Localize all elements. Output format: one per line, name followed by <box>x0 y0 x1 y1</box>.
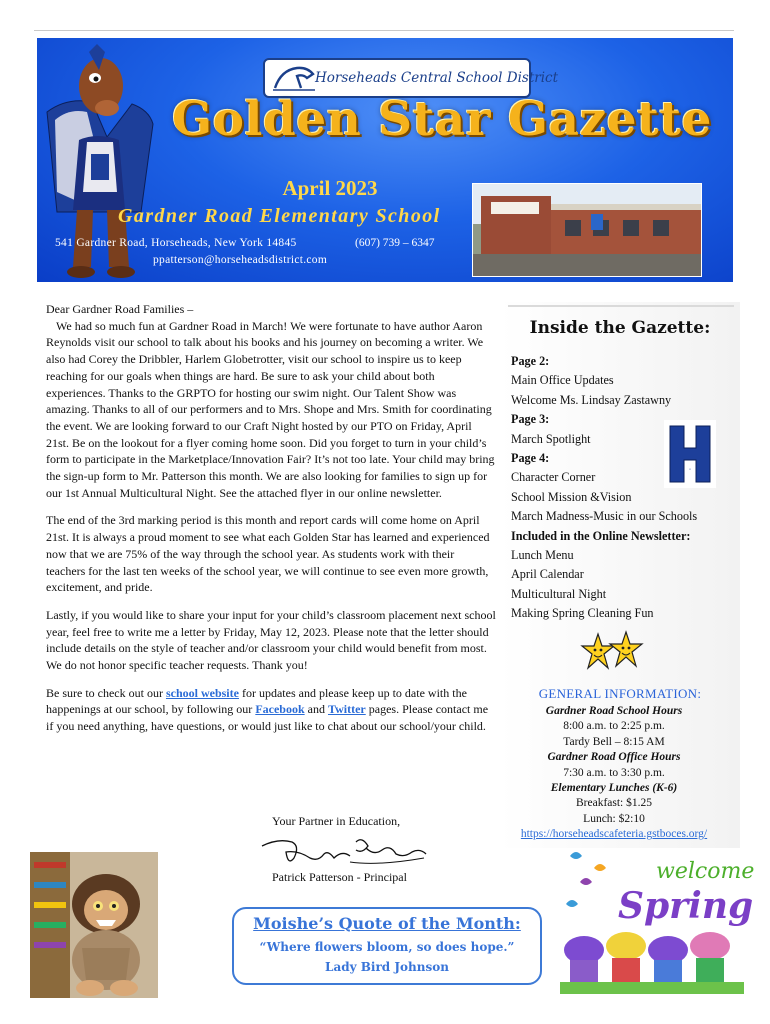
quote-text: “Where flowers bloom, so does hope.” <box>259 940 515 954</box>
toc-item: Main Office Updates <box>511 373 614 388</box>
school-name: Gardner Road Elementary School <box>118 205 441 227</box>
letter-paragraph-links <box>46 685 496 735</box>
school-hours: 8:00 a.m. to 2:25 p.m. <box>563 720 665 733</box>
breakfast-price: Breakfast: $1.25 <box>575 797 652 810</box>
tardy-bell: Tardy Bell – 8:15 AM <box>563 735 665 748</box>
toc-item: March Madness-Music in our Schools <box>511 509 698 524</box>
toc-item: Making Spring Cleaning Fun <box>511 606 654 621</box>
principal-email: ppatterson@horseheadsdistrict.com <box>153 254 328 266</box>
principal-letter <box>46 301 496 746</box>
toc-item: Included in the Online Newsletter: <box>511 528 691 543</box>
office-hours-title: Gardner Road Office Hours <box>547 751 681 764</box>
inside-gazette-title: Inside the Gazette: <box>529 318 711 338</box>
letter-text: Be sure to check out our <box>46 685 166 700</box>
spring-welcome-text: welcome <box>656 859 755 884</box>
horse-head-logo-icon <box>271 64 317 94</box>
letter-closing: Your Partner in Education, <box>272 814 401 828</box>
letter-salutation: Dear Gardner Road Families – <box>46 302 194 316</box>
wild-thing-costume-photo <box>30 852 158 998</box>
lunch-title: Elementary Lunches (K-6) <box>550 782 678 795</box>
school-phone: (607) 739 – 6347 <box>355 237 435 249</box>
letter-paragraph: Lastly, if you would like to share your input for your child’s classroom placement next school year, feel free to write me a letter by Friday, May 12, 2023. Please note that the letter should include details on the style of teacher and/or classroom your child would benefit from most. We do not honor specific teacher requests. Thank you! <box>46 607 496 673</box>
toc-item: Page 3: <box>511 412 550 427</box>
cafeteria-link[interactable]: https://horseheadscafeteria.gstboces.org/ <box>520 828 708 841</box>
top-divider <box>34 30 734 31</box>
letter-text: for updates and please keep up to date with the happenings at our school, by following our <box>46 685 467 717</box>
school-address: 541 Gardner Road, Horseheads, New York 14845 <box>55 237 297 249</box>
toc-item: Lunch Menu <box>511 548 574 563</box>
issue-date: April 2023 <box>282 176 378 200</box>
cartoon-stars-image <box>582 628 646 678</box>
letter-paragraph: We had so much fun at Gardner Road in March! We were fortunate to have author Aaron Reynolds visit our school to talk about his books and his journey on becoming a writer. We also had Corey the Dribbler, Harlem Globetrotter, visit our school to inspire us to keep reaching for our goals when things are hard. Be sure to ask your child about both experiences. Thanks to the GRPTO for hosting our swim night. Our Talent Show was amazing. Thanks to all of our performers and to Mrs. Shope and Mrs. Smith for coordinating the event. We are looking forward to our Craft Night hosted by our PTO on Friday, April 21st. Be on the lookout for a flyer coming home soon. Did you forget to turn in your child’s form to participate in the Marketplace/Innovation Fair? It’s not too late. Your child may bring the sign-up form to Mr. Patterson this month. We are also looking for families to sign up for our 1st Annual Multicultural Night. See the attached flyer in our online newsletter. <box>46 318 495 500</box>
facebook-link[interactable]: Facebook <box>255 702 305 717</box>
letter-text: pages. Please contact me if you need anything, have questions, or would just like to chat about our school/your child. <box>46 702 489 734</box>
horseheads-h-logo <box>664 420 716 488</box>
newsletter-title: Golden Star Gazette <box>172 92 712 147</box>
toc-item: Welcome Ms. Lindsay Zastawny <box>511 392 672 407</box>
toc-item: April Calendar <box>511 567 584 582</box>
general-info-block <box>500 704 728 843</box>
quote-title: Moishe’s Quote of the Month: <box>253 914 521 933</box>
sidebar-divider <box>508 305 734 307</box>
quote-author: Lady Bird Johnson <box>325 960 449 974</box>
lunch-price: Lunch: $2:10 <box>583 812 645 825</box>
toc-item: Multicultural Night <box>511 586 607 601</box>
school-website-link[interactable]: school website <box>165 685 239 700</box>
handwritten-signature <box>258 832 430 872</box>
letter-paragraph: The end of the 3rd marking period is this month and report cards will come home on April 21st. It is always a proud moment to see what each Golden Star has learned and experienced now that we are 75% of the way through the school year. As students work with their teachers for the last ten weeks of the school year, we will continue to see even more growth, excitement, and pride. <box>46 513 490 595</box>
signer-name: Patrick Patterson - Principal <box>272 870 407 884</box>
spring-word-text: Spring <box>618 885 754 927</box>
toc-item: School Mission &Vision <box>511 489 632 504</box>
toc-item: Page 4: <box>511 451 550 466</box>
toc-item: March Spotlight <box>511 431 591 446</box>
welcome-spring-graphic <box>560 842 755 994</box>
toc-item: Character Corner <box>511 470 596 485</box>
letter-text: and <box>304 702 328 717</box>
school-hours-title: Gardner Road School Hours <box>545 705 683 717</box>
h-logo-letter: H <box>689 469 691 471</box>
district-name: Horseheads Central School District <box>315 70 559 86</box>
general-info-title: GENERAL INFORMATION: <box>538 686 702 701</box>
toc-item: Page 2: <box>511 354 550 368</box>
office-hours: 7:30 a.m. to 3:30 p.m. <box>563 766 665 779</box>
school-building-photo <box>472 183 702 277</box>
twitter-link[interactable]: Twitter <box>327 702 366 717</box>
